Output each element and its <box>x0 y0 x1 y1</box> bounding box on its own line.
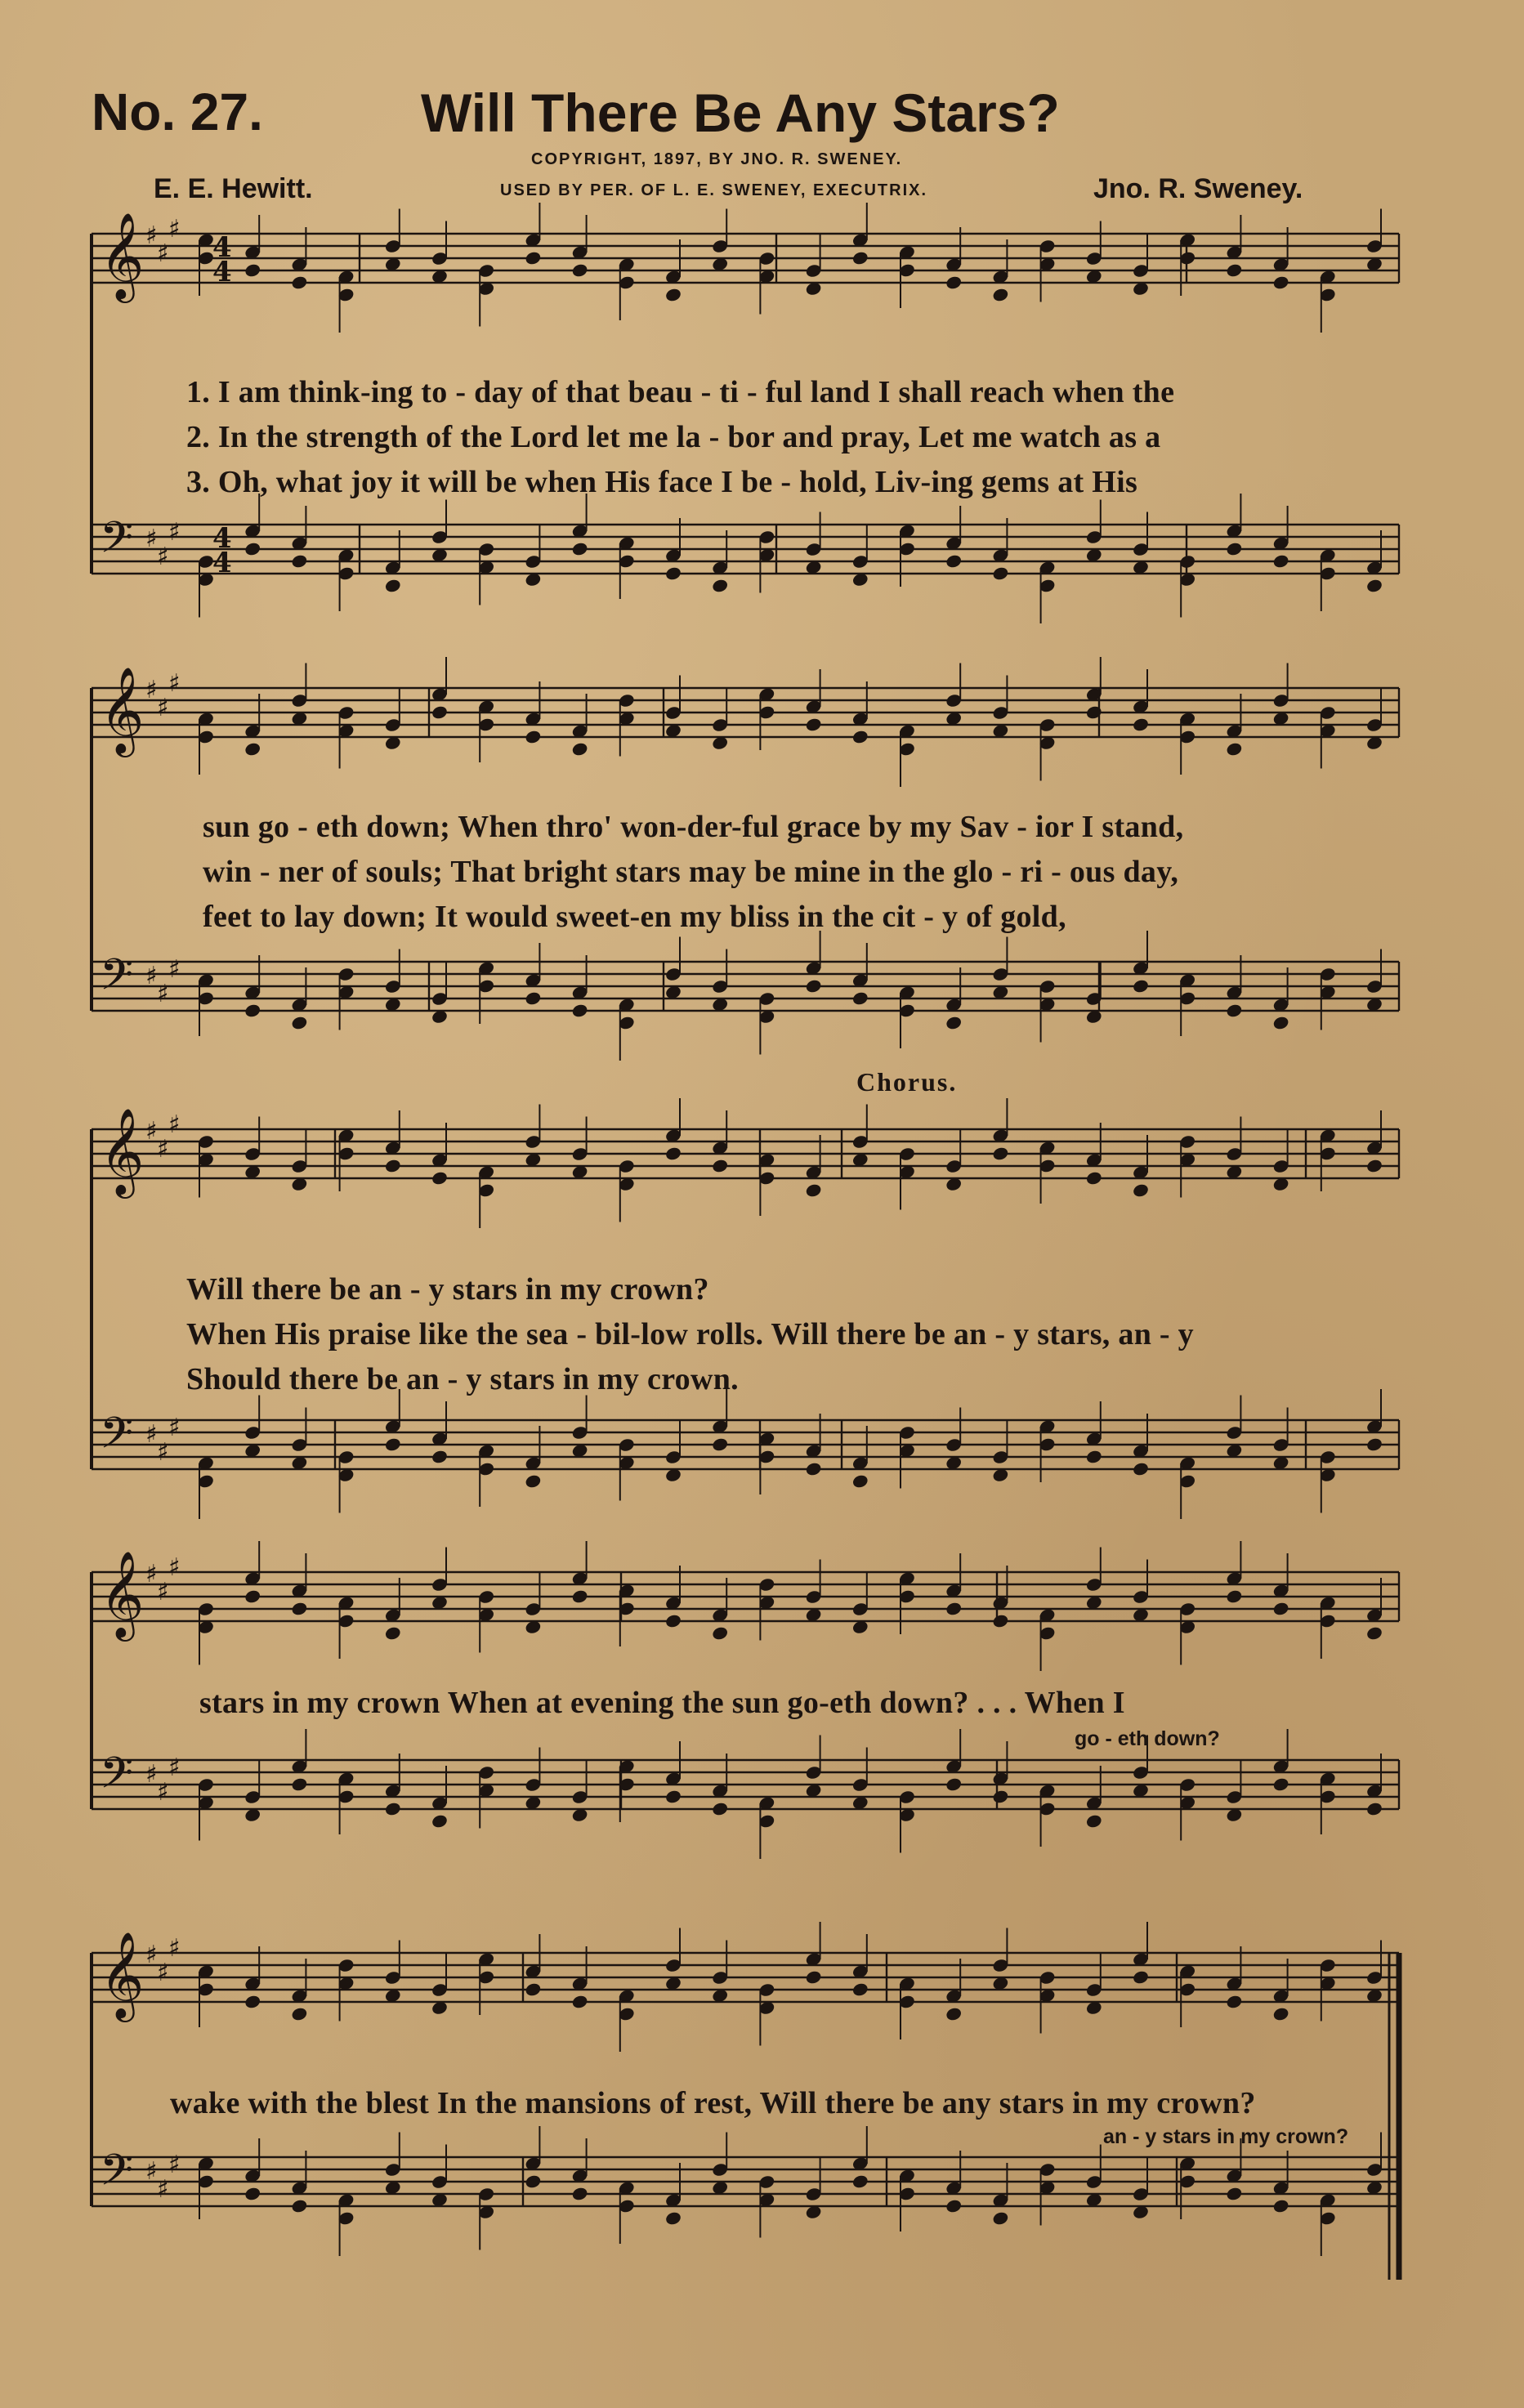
note-head <box>525 2173 543 2189</box>
note-head <box>525 1981 543 1997</box>
note-head <box>571 1588 589 1604</box>
note-head <box>1226 1003 1244 1018</box>
copyright-notice: COPYRIGHT, 1897, BY JNO. R. SWENEY. <box>531 150 903 168</box>
note-head <box>851 729 869 744</box>
note-head <box>1132 1969 1150 1985</box>
treble-clef-icon: 𝄞 <box>100 666 145 753</box>
lyric-line: stars in my crown When at evening the sun go-eth down? . . . When I <box>199 1686 1125 1720</box>
note-head <box>244 1003 261 1018</box>
note-head <box>664 1789 682 1804</box>
note-head <box>945 1776 963 1792</box>
note-head <box>431 704 449 720</box>
sharp-icon: ♯ <box>145 2157 158 2186</box>
sharp-icon: ♯ <box>145 221 158 250</box>
lyric-line: win - ner of souls; That bright stars may be mine in the glo - ri - ous day, <box>203 855 1179 889</box>
note-head <box>992 2210 1010 2226</box>
sharp-icon: ♯ <box>145 1941 158 1969</box>
note-head <box>664 1613 682 1628</box>
note-head <box>244 1994 261 2009</box>
echo-lyric: an - y stars in my crown? <box>1103 2125 1349 2148</box>
note-head <box>1226 1994 1244 2009</box>
note-head <box>945 2198 963 2214</box>
note-head <box>992 1613 1010 1628</box>
bass-clef-icon: 𝄢 <box>100 1409 134 1469</box>
lyric-line: feet to lay down; It would sweet-en my bliss in the cit - y of gold, <box>203 900 1066 934</box>
note-head <box>851 2173 869 2189</box>
note-head <box>1272 2198 1290 2214</box>
hymn-title: Will There Be Any Stars? <box>421 83 1060 143</box>
note-head <box>851 1981 869 1997</box>
note-head <box>711 1801 729 1816</box>
sharp-icon: ♯ <box>157 1578 169 1606</box>
note-head <box>664 1146 682 1161</box>
note-head <box>805 1969 823 1985</box>
sharp-icon: ♯ <box>168 669 181 698</box>
lyric-line: 2. In the strength of the Lord let me la - bor and pray, Let me watch as a <box>186 420 1161 454</box>
time-signature-numerator: 4 <box>212 522 232 555</box>
treble-clef-icon: 𝄞 <box>100 1107 145 1195</box>
note-head <box>1132 717 1150 732</box>
note-head <box>945 275 963 290</box>
note-head <box>992 1789 1010 1804</box>
note-head <box>1132 1461 1150 1477</box>
note-head <box>291 2006 309 2022</box>
note-head <box>384 1625 402 1641</box>
note-head <box>244 2186 261 2201</box>
note-head <box>711 1436 729 1452</box>
time-signature-numerator: 4 <box>212 231 232 264</box>
note-head <box>945 1015 963 1030</box>
sharp-icon: ♯ <box>168 1414 181 1442</box>
lyric-line: sun go - eth down; When thro' won-der-ful grace by my Sav - ior I stand, <box>203 810 1184 844</box>
sharp-icon: ♯ <box>168 1934 181 1963</box>
composer-credit: Jno. R. Sweney. <box>1093 173 1303 204</box>
note-head <box>1365 1801 1383 1816</box>
note-head <box>1226 262 1244 278</box>
note-head <box>291 1776 309 1792</box>
lyricist-credit: E. E. Hewitt. <box>154 173 313 204</box>
sharp-icon: ♯ <box>157 694 169 722</box>
sharp-icon: ♯ <box>145 1760 158 1789</box>
note-head <box>851 1473 869 1489</box>
lyric-line: Should there be an - y stars in my crown. <box>186 1362 739 1396</box>
note-head <box>851 250 869 266</box>
treble-clef-icon: 𝄞 <box>100 1931 145 2018</box>
note-head <box>1226 2186 1244 2201</box>
note-head <box>664 565 682 581</box>
note-head <box>711 1625 729 1641</box>
note-head <box>851 990 869 1006</box>
hymn-number: No. 27. <box>92 83 263 141</box>
note-head <box>805 717 823 732</box>
note-head <box>711 578 729 593</box>
note-head <box>571 1003 589 1018</box>
sharp-icon: ♯ <box>157 1438 169 1467</box>
note-head <box>1132 978 1150 994</box>
sharp-icon: ♯ <box>168 518 181 547</box>
note-head <box>244 541 261 556</box>
note-head <box>1085 704 1103 720</box>
treble-clef-icon: 𝄞 <box>100 212 145 299</box>
note-head <box>992 1146 1010 1161</box>
lyric-line: wake with the blest In the mansions of rest, Will there be any stars in my crown? <box>170 2086 1256 2120</box>
note-head <box>384 578 402 593</box>
note-head <box>805 1461 823 1477</box>
note-head <box>525 1473 543 1489</box>
note-head <box>291 275 309 290</box>
sharp-icon: ♯ <box>145 525 158 553</box>
time-signature-denominator: 4 <box>212 256 232 288</box>
bass-clef-icon: 𝄢 <box>100 513 134 574</box>
note-head <box>1365 578 1383 593</box>
note-head <box>571 1994 589 2009</box>
note-head <box>571 541 589 556</box>
note-head <box>291 2198 309 2214</box>
note-head <box>1365 1436 1383 1452</box>
note-head <box>571 741 589 757</box>
note-head <box>805 1182 823 1198</box>
note-head <box>244 741 261 757</box>
echo-lyric: go - eth down? <box>1075 1727 1220 1750</box>
note-head <box>384 1158 402 1173</box>
note-head <box>244 262 261 278</box>
bass-clef-icon: 𝄢 <box>100 950 134 1011</box>
note-head <box>664 2210 682 2226</box>
note-head <box>1272 1015 1290 1030</box>
note-head <box>1132 1182 1150 1198</box>
note-head <box>431 1449 449 1464</box>
note-head <box>291 1601 309 1616</box>
lyric-line: 1. I am think-ing to - day of that beau - ti - ful land I shall reach when the <box>186 375 1175 409</box>
sharp-icon: ♯ <box>168 1553 181 1582</box>
note-head <box>1272 275 1290 290</box>
sharp-icon: ♯ <box>145 1420 158 1449</box>
lyric-line: When His praise like the sea - bil-low rolls. Will there be an - y stars, an - y <box>186 1317 1194 1351</box>
note-head <box>1085 1170 1103 1186</box>
sharp-icon: ♯ <box>168 1754 181 1782</box>
note-head <box>1272 1601 1290 1616</box>
treble-clef-icon: 𝄞 <box>100 1550 145 1637</box>
sharp-icon: ♯ <box>168 1110 181 1139</box>
note-head <box>945 2006 963 2022</box>
sharp-icon: ♯ <box>145 676 158 704</box>
note-head <box>1272 553 1290 569</box>
note-head <box>805 978 823 994</box>
bass-clef-icon: 𝄢 <box>100 1749 134 1809</box>
note-head <box>1365 1158 1383 1173</box>
sharp-icon: ♯ <box>157 980 169 1008</box>
sharp-icon: ♯ <box>168 215 181 243</box>
note-head <box>664 287 682 302</box>
sharp-icon: ♯ <box>145 1560 158 1588</box>
note-head <box>945 1601 963 1616</box>
chorus-label: Chorus. <box>856 1067 958 1097</box>
note-head <box>992 287 1010 302</box>
sharp-icon: ♯ <box>157 1959 169 1987</box>
time-signature-denominator: 4 <box>212 547 232 579</box>
note-head <box>992 565 1010 581</box>
note-head <box>1085 1449 1103 1464</box>
permission-notice: USED BY PER. OF L. E. SWENEY, EXECUTRIX. <box>500 181 928 199</box>
note-head <box>945 553 963 569</box>
note-head <box>1272 1776 1290 1792</box>
note-head <box>291 1015 309 1030</box>
note-head <box>1226 1588 1244 1604</box>
sharp-icon: ♯ <box>157 1778 169 1807</box>
note-head <box>571 2186 589 2201</box>
note-head <box>431 1813 449 1829</box>
note-head <box>1226 541 1244 556</box>
note-head <box>525 729 543 744</box>
sharp-icon: ♯ <box>168 2151 181 2179</box>
note-head <box>1226 741 1244 757</box>
lyric-line: Will there be an - y stars in my crown? <box>186 1272 709 1307</box>
note-head <box>711 1158 729 1173</box>
sharp-icon: ♯ <box>157 239 169 268</box>
sharp-icon: ♯ <box>145 962 158 990</box>
lyric-line: 3. Oh, what joy it will be when His face I be - hold, Liv-ing gems at His <box>186 465 1138 499</box>
sharp-icon: ♯ <box>157 2175 169 2204</box>
sharp-icon: ♯ <box>157 543 169 571</box>
note-head <box>1085 1813 1103 1829</box>
note-head <box>384 1801 402 1816</box>
note-head <box>525 250 543 266</box>
bass-clef-icon: 𝄢 <box>100 2146 134 2206</box>
note-head <box>571 262 589 278</box>
note-head <box>1272 2006 1290 2022</box>
note-head <box>384 1436 402 1452</box>
note-head <box>244 1588 261 1604</box>
note-head <box>1365 1625 1383 1641</box>
note-head <box>525 990 543 1006</box>
note-head <box>431 1170 449 1186</box>
sharp-icon: ♯ <box>145 1117 158 1146</box>
sharp-icon: ♯ <box>168 955 181 984</box>
sharp-icon: ♯ <box>157 1135 169 1164</box>
note-head <box>291 553 309 569</box>
